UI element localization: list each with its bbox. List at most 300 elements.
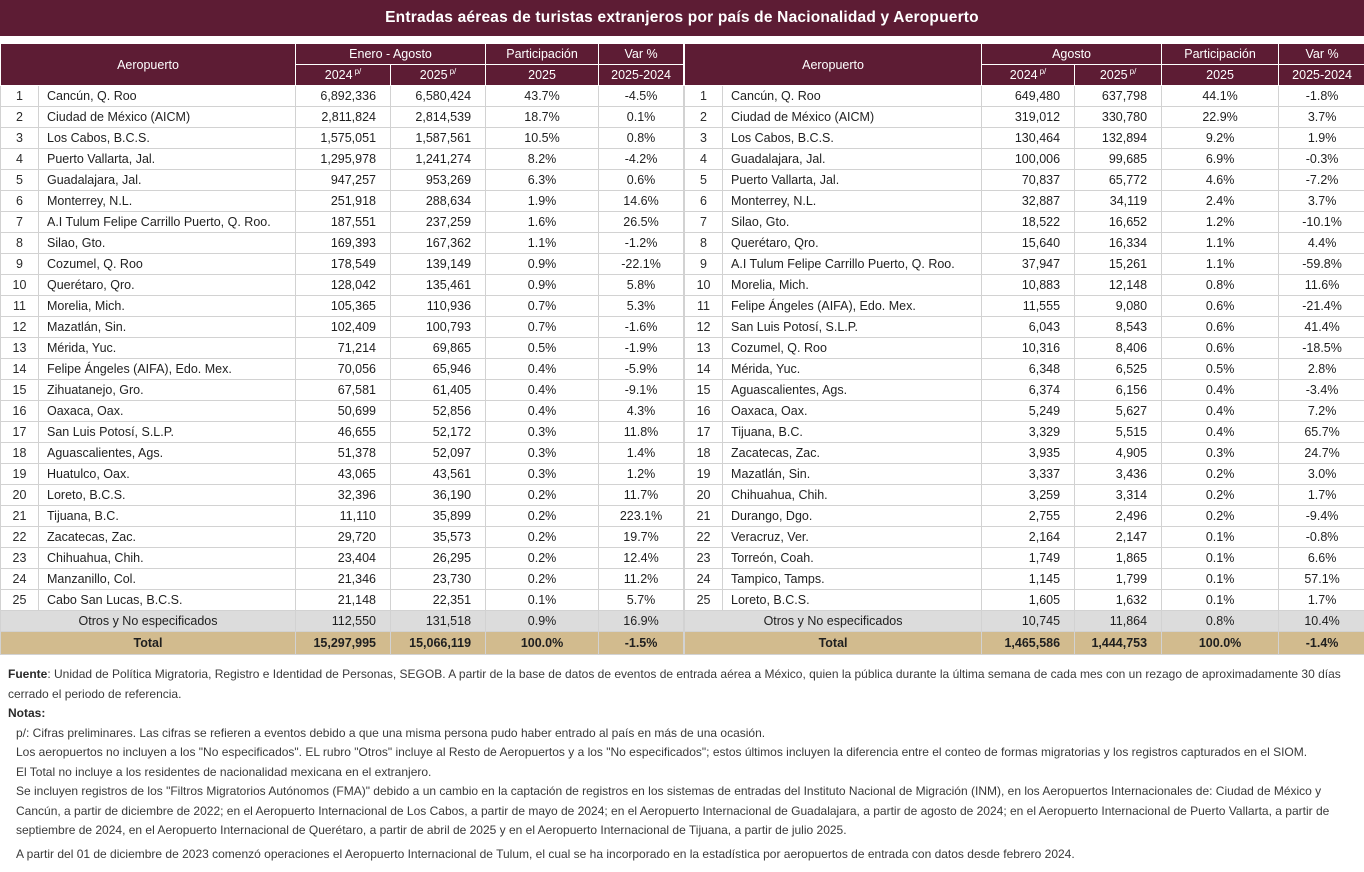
rank-cell: 13 (685, 338, 723, 359)
rank-cell: 5 (1, 170, 39, 191)
airport-cell: Silao, Gto. (39, 233, 296, 254)
var-cell: 4.3% (599, 401, 684, 422)
airport-cell: Manzanillo, Col. (39, 569, 296, 590)
airport-cell: Mazatlán, Sin. (39, 317, 296, 338)
table-row (1, 569, 684, 590)
var-cell: -22.1% (599, 254, 684, 275)
column-header-airport: Aeropuerto (685, 44, 982, 86)
rank-cell: 13 (1, 338, 39, 359)
value-2025-cell: 5,627 (1075, 401, 1162, 422)
value-2024-cell: 6,374 (982, 380, 1075, 401)
otros-label-cell: Otros y No especificados (1, 611, 296, 632)
rank-cell: 20 (1, 485, 39, 506)
var-cell: 2.8% (1279, 359, 1364, 380)
rank-cell: 23 (685, 548, 723, 569)
value-2024-cell: 2,755 (982, 506, 1075, 527)
value-2025-cell: 99,685 (1075, 149, 1162, 170)
column-header-var: Var % (599, 44, 684, 65)
rank-cell: 22 (685, 527, 723, 548)
airport-cell: Morelia, Mich. (723, 275, 982, 296)
value-2024-cell: 1,749 (982, 548, 1075, 569)
airport-cell: Guadalajara, Jal. (723, 149, 982, 170)
value-2025-cell: 6,156 (1075, 380, 1162, 401)
table-row (685, 149, 1364, 170)
var-cell: 0.6% (599, 170, 684, 191)
table-row (1, 86, 684, 107)
table-row (685, 170, 1364, 191)
tables-container (0, 43, 1364, 655)
airport-cell: Chihuahua, Chih. (39, 548, 296, 569)
table-row (685, 569, 1364, 590)
value-2024-cell: 37,947 (982, 254, 1075, 275)
share-cell: 0.4% (1162, 422, 1279, 443)
var-cell: 11.2% (599, 569, 684, 590)
airport-cell: Zacatecas, Zac. (723, 443, 982, 464)
rank-cell: 24 (1, 569, 39, 590)
airport-cell: Oaxaca, Oax. (39, 401, 296, 422)
value-2024-cell: 3,935 (982, 443, 1075, 464)
airport-cell: Silao, Gto. (723, 212, 982, 233)
value-2025-cell: 36,190 (391, 485, 486, 506)
value-2024-cell: 18,522 (982, 212, 1075, 233)
var-cell: 1.4% (599, 443, 684, 464)
table-row (1, 233, 684, 254)
rank-cell: 21 (685, 506, 723, 527)
value-2025-cell: 65,772 (1075, 170, 1162, 191)
var-cell: 16.9% (599, 611, 684, 632)
otros-row (1, 611, 684, 632)
share-cell: 100.0% (486, 632, 599, 655)
airport-cell: Tijuana, B.C. (39, 506, 296, 527)
table-header (685, 44, 1364, 86)
share-cell: 1.9% (486, 191, 599, 212)
value-2024-cell: 130,464 (982, 128, 1075, 149)
value-2025-cell: 330,780 (1075, 107, 1162, 128)
var-cell: -5.9% (599, 359, 684, 380)
rank-cell: 6 (685, 191, 723, 212)
value-2025-cell: 6,580,424 (391, 86, 486, 107)
value-2024-cell: 10,883 (982, 275, 1075, 296)
airport-cell: Chihuahua, Chih. (723, 485, 982, 506)
value-2025-cell: 953,269 (391, 170, 486, 191)
rank-cell: 9 (685, 254, 723, 275)
value-2025-cell: 65,946 (391, 359, 486, 380)
rank-cell: 2 (685, 107, 723, 128)
value-2025-cell: 34,119 (1075, 191, 1162, 212)
share-cell: 0.3% (1162, 443, 1279, 464)
value-2025-cell: 15,261 (1075, 254, 1162, 275)
value-2025-cell: 131,518 (391, 611, 486, 632)
airport-cell: Veracruz, Ver. (723, 527, 982, 548)
table-row (1, 170, 684, 191)
share-cell: 10.5% (486, 128, 599, 149)
var-cell: 26.5% (599, 212, 684, 233)
table-row (685, 464, 1364, 485)
total-label-cell: Total (685, 632, 982, 655)
airport-cell: Zacatecas, Zac. (39, 527, 296, 548)
table-row (685, 443, 1364, 464)
table-row (1, 317, 684, 338)
rank-cell: 17 (1, 422, 39, 443)
value-2024-cell: 46,655 (296, 422, 391, 443)
note-otros: Los aeropuertos no incluyen a los "No especificados". EL rubro "Otros" incluye al Resto de Aeropuertos y a los "No especificados"; estos últimos incluyen la diferencia entre el conteo de formas migratorias y los registros capturados en el SIOM. (16, 745, 1308, 759)
value-2024-cell: 187,551 (296, 212, 391, 233)
rank-cell: 7 (1, 212, 39, 233)
rank-cell: 24 (685, 569, 723, 590)
value-2024-cell: 3,329 (982, 422, 1075, 443)
airport-cell: Mérida, Yuc. (39, 338, 296, 359)
value-2024-cell: 649,480 (982, 86, 1075, 107)
var-cell: 24.7% (1279, 443, 1364, 464)
var-cell: 5.3% (599, 296, 684, 317)
rank-cell: 16 (1, 401, 39, 422)
table-row (685, 527, 1364, 548)
airport-cell: Morelia, Mich. (39, 296, 296, 317)
value-2025-cell: 8,543 (1075, 317, 1162, 338)
table-row (1, 296, 684, 317)
column-header-var: Var % (1279, 44, 1364, 65)
share-cell: 4.6% (1162, 170, 1279, 191)
value-2024-cell: 21,148 (296, 590, 391, 611)
var-cell: -10.1% (1279, 212, 1364, 233)
share-cell: 22.9% (1162, 107, 1279, 128)
var-cell: -1.6% (599, 317, 684, 338)
airport-cell: Oaxaca, Oax. (723, 401, 982, 422)
report-title: Entradas aéreas de turistas extranjeros por país de Nacionalidad y Aeropuerto (0, 0, 1364, 36)
share-cell: 1.1% (486, 233, 599, 254)
table-row (685, 317, 1364, 338)
value-2024-cell: 10,745 (982, 611, 1075, 632)
airport-cell: Mérida, Yuc. (723, 359, 982, 380)
share-cell: 0.2% (1162, 485, 1279, 506)
rank-cell: 2 (1, 107, 39, 128)
value-2025-cell: 288,634 (391, 191, 486, 212)
share-cell: 9.2% (1162, 128, 1279, 149)
table-row (1, 254, 684, 275)
otros-row (685, 611, 1364, 632)
var-cell: -1.8% (1279, 86, 1364, 107)
table-row (1, 401, 684, 422)
share-cell: 44.1% (1162, 86, 1279, 107)
table-row (1, 443, 684, 464)
share-cell: 0.1% (1162, 569, 1279, 590)
share-cell: 1.6% (486, 212, 599, 233)
var-cell: 12.4% (599, 548, 684, 569)
notes-heading: Notas: (8, 706, 46, 720)
airport-cell: Tampico, Tamps. (723, 569, 982, 590)
value-2024-cell: 11,555 (982, 296, 1075, 317)
var-cell: 223.1% (599, 506, 684, 527)
table-row (685, 191, 1364, 212)
table-row (1, 506, 684, 527)
table-header (1, 44, 684, 86)
value-2024-cell: 2,164 (982, 527, 1075, 548)
value-2025-cell: 139,149 (391, 254, 486, 275)
rank-cell: 14 (685, 359, 723, 380)
value-2024-cell: 102,409 (296, 317, 391, 338)
rank-cell: 1 (1, 86, 39, 107)
airport-cell: Querétaro, Qro. (723, 233, 982, 254)
airport-cell: Aguascalientes, Ags. (39, 443, 296, 464)
var-cell: 41.4% (1279, 317, 1364, 338)
source-note: Fuente: Unidad de Política Migratoria, Registro e Identidad de Personas, SEGOB. A partir de la base de datos de eventos de entrada aérea a México, quien la pública durante la última semana de cada mes con un rezago de aproximadamente 30 días cerrado el periodo de referencia. (8, 667, 1341, 701)
rank-cell: 25 (685, 590, 723, 611)
value-2024-cell: 11,110 (296, 506, 391, 527)
var-cell: 65.7% (1279, 422, 1364, 443)
share-cell: 0.2% (486, 485, 599, 506)
airport-cell: Cancún, Q. Roo (723, 86, 982, 107)
table-row (685, 359, 1364, 380)
rank-cell: 19 (685, 464, 723, 485)
column-header-participation-year: 2025 (486, 65, 599, 86)
value-2024-cell: 5,249 (982, 401, 1075, 422)
airport-cell: Cozumel, Q. Roo (39, 254, 296, 275)
table-row (1, 485, 684, 506)
value-2025-cell: 3,314 (1075, 485, 1162, 506)
airport-cell: Ciudad de México (AICM) (39, 107, 296, 128)
value-2024-cell: 71,214 (296, 338, 391, 359)
airport-cell: Huatulco, Oax. (39, 464, 296, 485)
share-cell: 0.7% (486, 317, 599, 338)
var-cell: 1.2% (599, 464, 684, 485)
share-cell: 0.2% (1162, 464, 1279, 485)
value-2024-cell: 15,297,995 (296, 632, 391, 655)
airport-cell: A.I Tulum Felipe Carrillo Puerto, Q. Roo. (39, 212, 296, 233)
airport-cell: Ciudad de México (AICM) (723, 107, 982, 128)
value-2024-cell: 23,404 (296, 548, 391, 569)
value-2025-cell: 237,259 (391, 212, 486, 233)
var-cell: -1.2% (599, 233, 684, 254)
value-2024-cell: 6,348 (982, 359, 1075, 380)
var-cell: 3.7% (1279, 107, 1364, 128)
rank-cell: 15 (685, 380, 723, 401)
share-cell: 8.2% (486, 149, 599, 170)
airport-cell: Felipe Ángeles (AIFA), Edo. Mex. (39, 359, 296, 380)
table-row (1, 338, 684, 359)
var-cell: 10.4% (1279, 611, 1364, 632)
value-2025-cell: 12,148 (1075, 275, 1162, 296)
value-2024-cell: 3,337 (982, 464, 1075, 485)
value-2025-cell: 1,587,561 (391, 128, 486, 149)
share-cell: 0.6% (1162, 317, 1279, 338)
table-row (685, 128, 1364, 149)
value-2025-cell: 23,730 (391, 569, 486, 590)
column-header-participation: Participación (1162, 44, 1279, 65)
rank-cell: 19 (1, 464, 39, 485)
var-cell: -59.8% (1279, 254, 1364, 275)
var-cell: -18.5% (1279, 338, 1364, 359)
var-cell: 14.6% (599, 191, 684, 212)
value-2024-cell: 70,056 (296, 359, 391, 380)
value-2025-cell: 6,525 (1075, 359, 1162, 380)
value-2024-cell: 29,720 (296, 527, 391, 548)
rank-cell: 18 (1, 443, 39, 464)
airport-cell: Torreón, Coah. (723, 548, 982, 569)
var-cell: -9.1% (599, 380, 684, 401)
table-row (1, 275, 684, 296)
value-2024-cell: 50,699 (296, 401, 391, 422)
value-2025-cell: 52,856 (391, 401, 486, 422)
airport-cell: Monterrey, N.L. (723, 191, 982, 212)
rank-cell: 6 (1, 191, 39, 212)
total-label-cell: Total (1, 632, 296, 655)
total-row (1, 632, 684, 655)
value-2025-cell: 15,066,119 (391, 632, 486, 655)
rank-cell: 20 (685, 485, 723, 506)
rank-cell: 21 (1, 506, 39, 527)
share-cell: 0.6% (1162, 296, 1279, 317)
airport-cell: A.I Tulum Felipe Carrillo Puerto, Q. Roo. (723, 254, 982, 275)
value-2024-cell: 6,043 (982, 317, 1075, 338)
value-2024-cell: 1,575,051 (296, 128, 391, 149)
table-row (1, 149, 684, 170)
airport-cell: Zihuatanejo, Gro. (39, 380, 296, 401)
rank-cell: 4 (685, 149, 723, 170)
value-2025-cell: 52,172 (391, 422, 486, 443)
rank-cell: 22 (1, 527, 39, 548)
table-row (685, 401, 1364, 422)
column-header-var-years: 2025-2024 (599, 65, 684, 86)
table-enero-agosto (0, 43, 684, 655)
table-row (1, 548, 684, 569)
airport-cell: Aguascalientes, Ags. (723, 380, 982, 401)
value-2024-cell: 169,393 (296, 233, 391, 254)
value-2025-cell: 1,799 (1075, 569, 1162, 590)
var-cell: 3.7% (1279, 191, 1364, 212)
value-2024-cell: 32,396 (296, 485, 391, 506)
share-cell: 0.4% (486, 380, 599, 401)
share-cell: 0.3% (486, 422, 599, 443)
airport-cell: Los Cabos, B.C.S. (39, 128, 296, 149)
var-cell: 0.8% (599, 128, 684, 149)
share-cell: 0.4% (486, 359, 599, 380)
footer-notes (0, 655, 1364, 864)
column-header-var-years: 2025-2024 (1279, 65, 1364, 86)
share-cell: 0.2% (1162, 506, 1279, 527)
share-cell: 0.2% (486, 527, 599, 548)
share-cell: 0.2% (486, 548, 599, 569)
var-cell: 1.7% (1279, 485, 1364, 506)
column-header-period: Agosto (982, 44, 1162, 65)
column-header-2024: 2024 $^{p/}$ (296, 65, 391, 86)
value-2024-cell: 21,346 (296, 569, 391, 590)
var-cell: -9.4% (1279, 506, 1364, 527)
rank-cell: 11 (1, 296, 39, 317)
value-2025-cell: 167,362 (391, 233, 486, 254)
value-2024-cell: 15,640 (982, 233, 1075, 254)
airport-cell: Guadalajara, Jal. (39, 170, 296, 191)
column-header-period: Enero - Agosto (296, 44, 486, 65)
value-2025-cell: 110,936 (391, 296, 486, 317)
rank-cell: 23 (1, 548, 39, 569)
table-agosto (684, 43, 1364, 655)
rank-cell: 12 (685, 317, 723, 338)
column-header-airport: Aeropuerto (1, 44, 296, 86)
value-2024-cell: 1,145 (982, 569, 1075, 590)
table-row (685, 338, 1364, 359)
value-2024-cell: 319,012 (982, 107, 1075, 128)
rank-cell: 16 (685, 401, 723, 422)
rank-cell: 9 (1, 254, 39, 275)
prelim-mark: p/ (449, 67, 457, 77)
airport-cell: Puerto Vallarta, Jal. (39, 149, 296, 170)
table-row (685, 212, 1364, 233)
rank-cell: 18 (685, 443, 723, 464)
table-row (1, 107, 684, 128)
airport-cell: Durango, Dgo. (723, 506, 982, 527)
table-row (1, 464, 684, 485)
rank-cell: 10 (685, 275, 723, 296)
rank-cell: 3 (685, 128, 723, 149)
airport-cell: San Luis Potosí, S.L.P. (39, 422, 296, 443)
var-cell: 1.7% (1279, 590, 1364, 611)
value-2024-cell: 112,550 (296, 611, 391, 632)
column-header-2025: 2025 $^{p/}$ (391, 65, 486, 86)
var-cell: -0.3% (1279, 149, 1364, 170)
value-2025-cell: 35,899 (391, 506, 486, 527)
table-row (685, 485, 1364, 506)
value-2025-cell: 16,652 (1075, 212, 1162, 233)
share-cell: 0.2% (486, 569, 599, 590)
value-2025-cell: 69,865 (391, 338, 486, 359)
value-2025-cell: 61,405 (391, 380, 486, 401)
table-row (1, 191, 684, 212)
rank-cell: 4 (1, 149, 39, 170)
rank-cell: 11 (685, 296, 723, 317)
airport-cell: Cancún, Q. Roo (39, 86, 296, 107)
table-row (685, 380, 1364, 401)
value-2024-cell: 10,316 (982, 338, 1075, 359)
rank-cell: 14 (1, 359, 39, 380)
value-2025-cell: 1,632 (1075, 590, 1162, 611)
airport-cell: Loreto, B.C.S. (723, 590, 982, 611)
column-header-participation: Participación (486, 44, 599, 65)
value-2025-cell: 22,351 (391, 590, 486, 611)
source-label: Fuente (8, 667, 48, 681)
table-body (1, 86, 684, 655)
airport-cell: Tijuana, B.C. (723, 422, 982, 443)
value-2025-cell: 35,573 (391, 527, 486, 548)
value-2024-cell: 70,837 (982, 170, 1075, 191)
value-2024-cell: 67,581 (296, 380, 391, 401)
var-cell: 1.9% (1279, 128, 1364, 149)
value-2025-cell: 4,905 (1075, 443, 1162, 464)
value-2025-cell: 135,461 (391, 275, 486, 296)
share-cell: 0.8% (1162, 611, 1279, 632)
airport-cell: Cabo San Lucas, B.C.S. (39, 590, 296, 611)
var-cell: 57.1% (1279, 569, 1364, 590)
share-cell: 0.9% (486, 254, 599, 275)
value-2024-cell: 251,918 (296, 191, 391, 212)
value-2025-cell: 9,080 (1075, 296, 1162, 317)
table-row (685, 548, 1364, 569)
var-cell: -4.2% (599, 149, 684, 170)
share-cell: 0.1% (1162, 590, 1279, 611)
value-2025-cell: 11,864 (1075, 611, 1162, 632)
share-cell: 0.1% (1162, 527, 1279, 548)
rank-cell: 17 (685, 422, 723, 443)
value-2025-cell: 100,793 (391, 317, 486, 338)
share-cell: 0.9% (486, 275, 599, 296)
share-cell: 0.4% (486, 401, 599, 422)
share-cell: 0.4% (1162, 380, 1279, 401)
var-cell: -1.4% (1279, 632, 1364, 655)
value-2025-cell: 2,147 (1075, 527, 1162, 548)
var-cell: 6.6% (1279, 548, 1364, 569)
share-cell: 1.1% (1162, 254, 1279, 275)
value-2025-cell: 1,241,274 (391, 149, 486, 170)
table-row (1, 359, 684, 380)
